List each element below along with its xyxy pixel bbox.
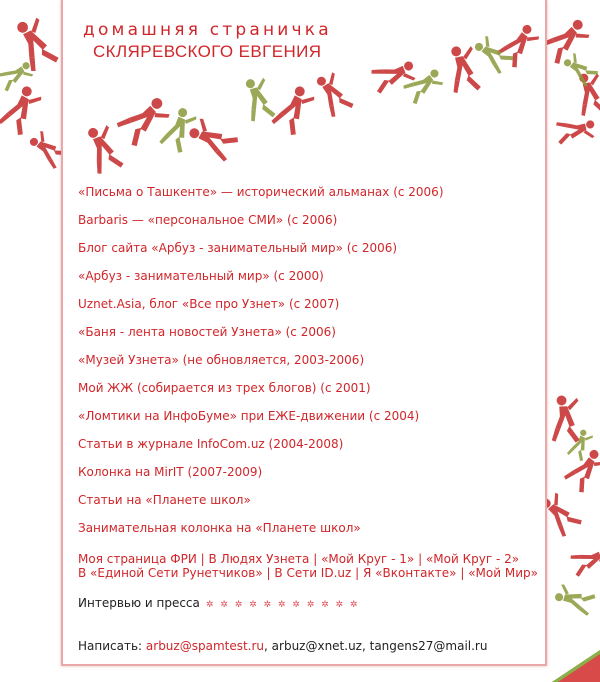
link-uznet-asia[interactable]: Uznet.Asia, блог «Все про Узнет» (с 2007) <box>78 297 340 311</box>
press-label: Интервью и пресса <box>78 596 200 610</box>
link-arbuz-blog[interactable]: Блог сайта «Арбуз - занимательный мир» (с 2006) <box>78 241 398 255</box>
link-mirit[interactable]: Колонка на MirIT (2007-2009) <box>78 465 263 479</box>
link-livejournal[interactable]: Мой ЖЖ (собирается из трех блогов) (с 2001) <box>78 381 371 395</box>
contact-line <box>78 639 487 653</box>
link-profile-moy-mir[interactable]: «Мой Мир» <box>468 566 538 580</box>
link-profile-moy-krug-1[interactable]: «Мой Круг - 1» <box>321 552 415 566</box>
link-lomtiki-infobum[interactable]: «Ломтики на ИнфоБуме» при ЕЖЕ-движении (с 2004) <box>78 409 420 423</box>
link-planeta-shkol-column[interactable]: Занимательная колонка на «Планете школ» <box>78 521 361 535</box>
contact-label: Написать: <box>78 639 143 653</box>
link-banya[interactable]: «Баня - лента новостей Узнета» (с 2006) <box>78 325 336 339</box>
link-profile-fri[interactable]: Моя страница ФРИ <box>78 552 197 566</box>
link-infocom[interactable]: Статьи в журнале InfoCom.uz (2004-2008) <box>78 437 344 451</box>
content-panel <box>61 0 547 666</box>
link-muzey-uzneta[interactable]: «Музей Узнета» (не обновляется, 2003-2006) <box>78 353 365 367</box>
separator: | <box>460 566 465 580</box>
separator: | <box>418 552 423 566</box>
link-pisma-o-tashkente[interactable]: «Письма о Ташкенте» — исторический альманах (с 2006) <box>78 185 444 199</box>
link-profile-moy-krug-2[interactable]: «Мой Круг - 2» <box>425 552 520 566</box>
page-title: домашняя страничка <box>83 20 332 40</box>
separator: | <box>313 552 318 566</box>
link-profile-ludi-uzneta[interactable]: В Людях Узнета <box>208 552 310 566</box>
press-section <box>78 596 359 612</box>
projects-link-list <box>78 185 538 549</box>
separator: | <box>266 566 271 580</box>
link-planeta-shkol[interactable]: Статьи на «Планете школ» <box>78 493 251 507</box>
separator: | <box>200 552 205 566</box>
link-profile-id-uz[interactable]: В Сети ID.uz <box>274 566 352 580</box>
link-arbuz-mir[interactable]: «Арбуз - занимательный мир» (с 2000) <box>78 269 324 283</box>
separator: | <box>355 566 360 580</box>
link-profile-vkontakte[interactable]: Я «Вконтакте» <box>363 566 457 580</box>
link-profile-edinaya-set[interactable]: В «Единой Сети Рунетчиков» <box>78 566 263 580</box>
page-subtitle: СКЛЯРЕВСКОГО ЕВГЕНИЯ <box>93 42 322 61</box>
link-barbaris[interactable]: Barbaris — «персональное СМИ» (с 2006) <box>78 213 338 227</box>
press-stars-links[interactable]: ✲ ✲ ✲ ✲ ✲ ✲ ✲ ✲ ✲ ✲ ✲ <box>205 600 360 610</box>
contact-email-link[interactable]: arbuz@spamtest.ru <box>145 639 265 653</box>
contact-other-emails: , arbuz@xnet.uz, tangens27@mail.ru <box>264 639 488 653</box>
profiles-links <box>78 552 543 580</box>
